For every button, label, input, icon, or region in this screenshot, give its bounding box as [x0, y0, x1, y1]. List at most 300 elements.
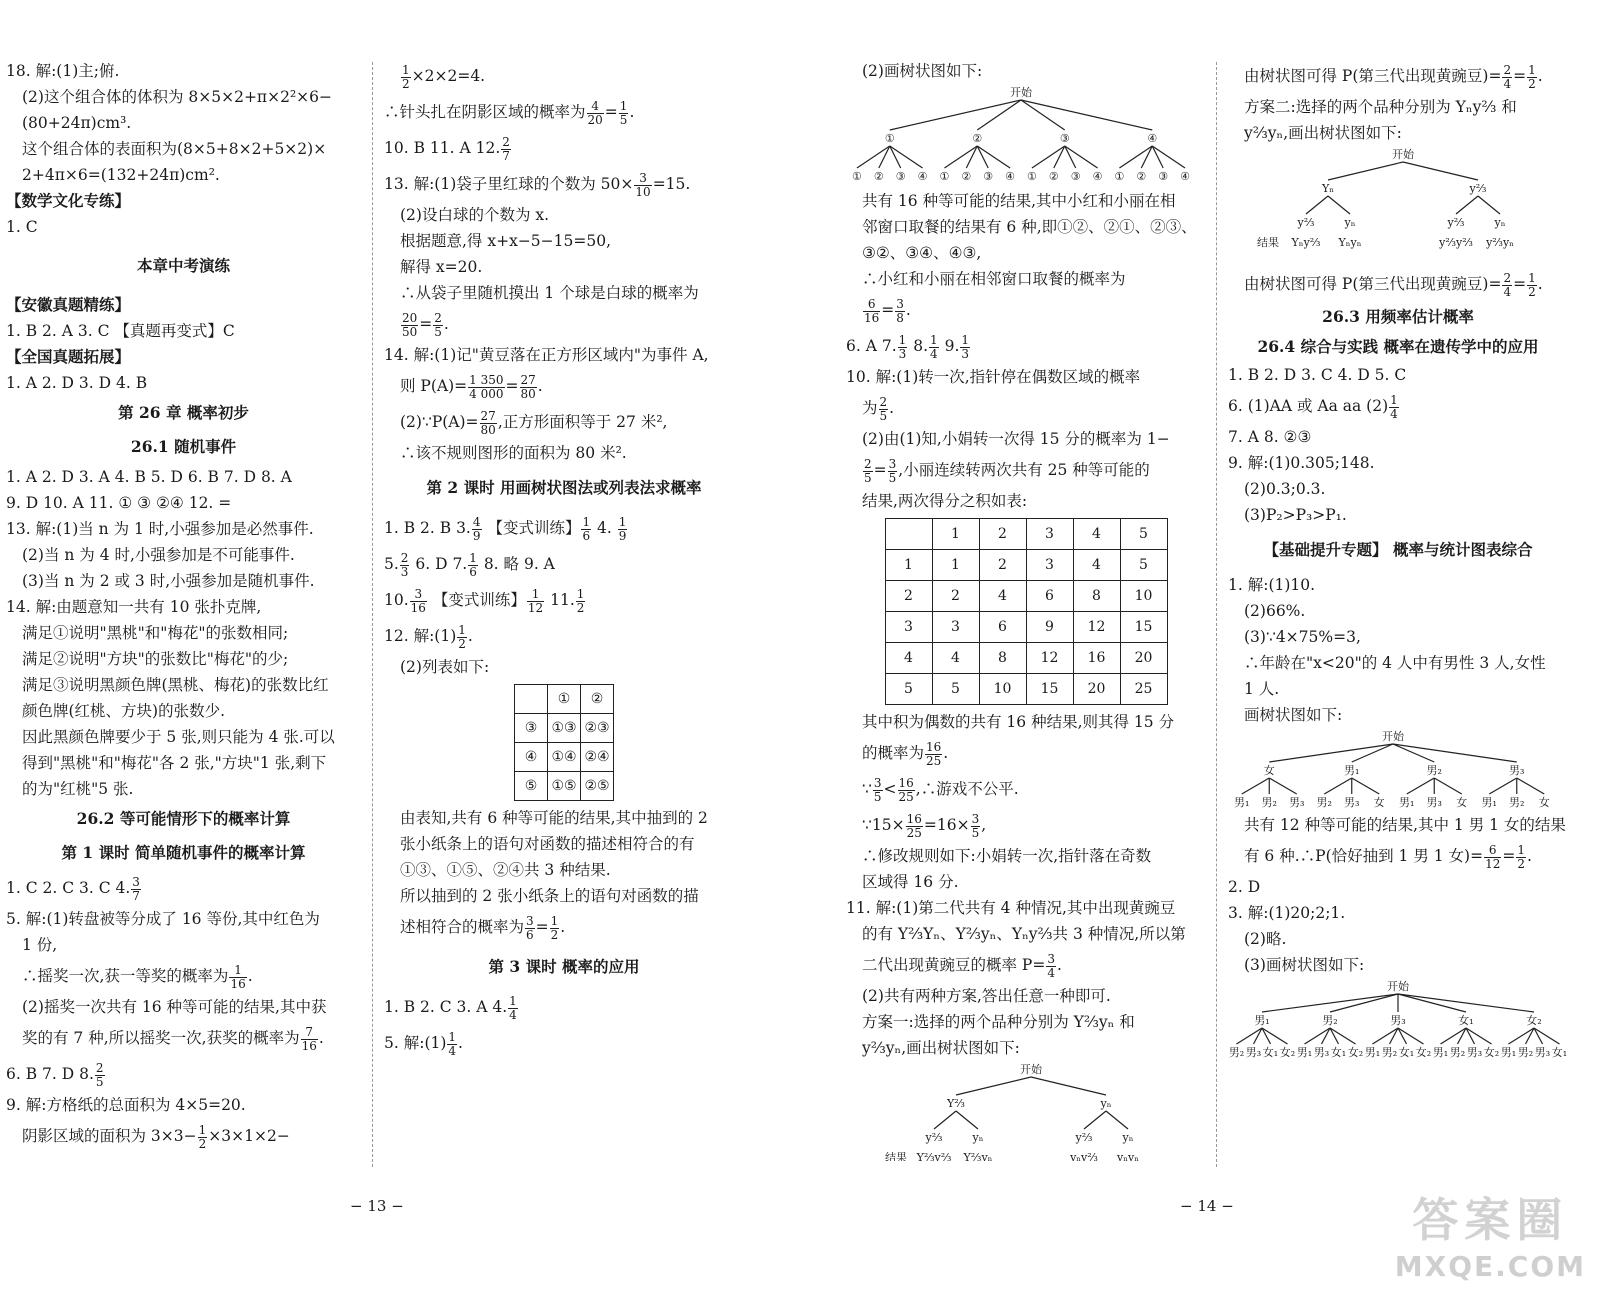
tree-leaf: 男₃ [1245, 1046, 1262, 1059]
fraction: $\frac{3}{4}$ [1047, 951, 1055, 980]
text-line: (2)0.3;0.3. [1244, 480, 1326, 498]
text-line: 共有 12 种等可能的结果,其中 1 男 1 女的结果 [1244, 816, 1566, 834]
tree-branch [1456, 196, 1478, 214]
tree-node: 男₃ [1390, 1014, 1406, 1027]
tree-branch [1517, 778, 1545, 794]
tree-branch [1328, 196, 1350, 214]
tree-leaf: 男₂ [1449, 1046, 1466, 1059]
fraction: $\frac{16}{25}$ [906, 811, 922, 840]
table-cell: ①④ [548, 743, 581, 772]
fraction: $\frac{20}{50}$ [402, 310, 418, 339]
tree-diagram-windows [846, 84, 1196, 184]
text-line: (3)P₂>P₃>P₁. [1244, 506, 1347, 524]
text-line: (2)画树状图如下: [862, 62, 983, 80]
text-line: $\frac{6}{16}$ = $\frac{3}{8}$ . [864, 296, 911, 325]
tree-leaf: 男₃ [1426, 796, 1442, 808]
tree-leaf: 男₁ [1296, 1046, 1313, 1059]
text-line: 颜色牌(红桃、方块)的张数少. [22, 702, 226, 720]
text-line: 1. C 2. C 3. C 4. $\frac{3}{7}$ [6, 874, 140, 903]
text-line: 共有 16 种等可能的结果,其中小红和小丽在相 [862, 192, 1176, 210]
section-label: 【安徽真题精练】 [6, 295, 131, 314]
text-line: y⅔yₙ,画出树状图如下: [862, 1039, 1020, 1057]
fraction: $\frac{27}{80}$ [480, 408, 496, 437]
page-number: − 13 − [350, 1197, 404, 1215]
tree-node: Yₙ [1321, 182, 1335, 195]
tree-leaf: 女₁ [1262, 1046, 1279, 1059]
text-line: 述相符合的概率为 $\frac{3}{6}$ = $\frac{1}{2}$ . [400, 913, 566, 942]
text-line: 二代出现黄豌豆的概率 P= $\frac{3}{4}$ . [862, 951, 1062, 980]
tree-leaf: 男₁ [1234, 796, 1250, 808]
text-line: 1. A 2. D 3. A 4. B 5. D 6. B 7. D 8. A [6, 468, 292, 486]
p13-column-2 [384, 58, 744, 1061]
fraction: $\frac{2}{5}$ [864, 456, 872, 485]
table-cell: 20 [1120, 643, 1167, 674]
tree-leaf: yₙ [1494, 216, 1506, 229]
text-line: 方案二:选择的两个品种分别为 Yₙy⅔ 和 [1244, 98, 1517, 116]
tree-node: 女₁ [1458, 1014, 1474, 1027]
table-cell: 3 [885, 612, 932, 643]
tree-leaf: 男₂ [1316, 796, 1332, 808]
fraction: $\frac{1}{4}$ [448, 1029, 457, 1058]
tree-node: 男₂ [1322, 1014, 1338, 1027]
tree-leaf: 男₁ [1432, 1046, 1449, 1059]
fraction: $\frac{1}{2}$ [1528, 270, 1536, 299]
tree-leaf: 男₃ [1344, 796, 1360, 808]
text-line: 因此黑颜色牌要少于 5 张,则只能为 4 张.可以 [22, 728, 335, 746]
tree-leaf: 男₁ [1399, 796, 1415, 808]
section-label: 【数学文化专练】 [6, 191, 131, 210]
fraction: $\frac{1}{6}$ [469, 550, 477, 579]
fraction: $\frac{1}{2}$ [550, 913, 559, 942]
tree-branch [1021, 100, 1152, 130]
section-heading: 【基础提升专题】 概率与统计图表综合 [1263, 540, 1533, 559]
tree-leaf: ③ [1070, 170, 1081, 183]
table-cell: 12 [1026, 643, 1073, 674]
text-line: (2)这个组合体的体积为 8×5×2+π×2²×6− [22, 88, 333, 106]
text-line: (2)∵P(A)= $\frac{27}{80}$ ,正方形面积等于 27 米², [400, 408, 668, 437]
fraction: $\frac{3}{5}$ [971, 811, 980, 840]
page-14 [840, 0, 1600, 1297]
fraction: $\frac{1}{3}$ [961, 332, 970, 361]
tree-result: y⅔y⅔ [1439, 236, 1473, 249]
table-cell: ③ [515, 714, 548, 743]
text-line: 这个组合体的表面积为(8×5+8×2+5×2)× [22, 140, 327, 158]
watermark-url: MXQE.COM [1394, 1250, 1586, 1283]
table-cell: 15 [1120, 612, 1167, 643]
text-line: 12. 解:(1) $\frac{1}{2}$ . [384, 622, 473, 651]
table-cell: 1 [932, 550, 979, 581]
fraction: $\frac{1}{4}$ [930, 332, 938, 361]
text-line: 14. 解:(1)记"黄豆落在正方形区域内"为事件 A, [384, 346, 709, 364]
page-13 [0, 0, 790, 1297]
fraction: $\frac{4}{9}$ [472, 514, 481, 543]
tree-leaf: 男₂ [1381, 1046, 1398, 1059]
watermark-logo-text: 答案圈 [1412, 1193, 1569, 1247]
text-line: ∴修改规则如下:小娟转一次,指针落在奇数 [862, 847, 1152, 865]
tree-root: 开始 [1392, 148, 1414, 161]
tree-leaf: 女₁ [1551, 1046, 1568, 1059]
text-line: 10. B 11. A 12. $\frac{2}{7}$ [384, 134, 510, 163]
text-line: 1. B 2. B 3. $\frac{4}{9}$ 【变式训练】 $\frac{1}{6}$ 4. $\frac{1}{9}$ [384, 514, 627, 543]
fraction: $\frac{27}{80}$ [520, 372, 536, 401]
tree-leaf: y⅔ [1075, 1131, 1093, 1144]
text-line: 2+4π×6=(132+24π)cm². [22, 166, 220, 184]
tree-result-label: 结果 [885, 1151, 907, 1161]
fraction: $\frac{16}{25}$ [926, 739, 942, 768]
tree-leaf: yₙ [1344, 216, 1356, 229]
text-line: 11. 解:(1)第二代共有 4 种情况,其中出现黄豌豆 [846, 899, 1176, 917]
fraction: $\frac{1}{4}$ [1390, 392, 1398, 421]
tree-node: 女₂ [1526, 1014, 1542, 1027]
text-line: 由树状图可得 P(第三代出现黄豌豆)= $\frac{2}{4}$ = $\frac{1}{2}$ . [1244, 270, 1543, 299]
fraction: $\frac{3}{6}$ [526, 913, 534, 942]
text-line: 18. 解:(1)主;俯. [6, 62, 120, 80]
p14-column-4 [1228, 58, 1568, 1072]
tree-result: Yₙy⅔ [1291, 236, 1321, 249]
text-line: 2. D [1228, 878, 1261, 896]
tree-leaf: ① [852, 170, 862, 183]
tree-leaf: 男₃ [1313, 1046, 1330, 1059]
tree-node: ② [972, 132, 983, 145]
tree-node: ① [884, 132, 895, 145]
tree-branch [1398, 994, 1466, 1012]
tree-leaf: 女₂ [1415, 1046, 1432, 1059]
table-cell: 1 [885, 550, 932, 581]
table-cell: 3 [932, 612, 979, 643]
text-line: 5. $\frac{2}{3}$ 6. D 7. $\frac{1}{6}$ 8. 略 9. A [384, 550, 555, 579]
tree-leaf: 女 [1456, 796, 1468, 808]
tree-leaf: ③ [895, 170, 906, 183]
fraction: $\frac{6}{12}$ [1485, 842, 1501, 871]
table-row [515, 772, 614, 801]
tree-leaf: 女₂ [1483, 1046, 1500, 1059]
text-line: 1 人. [1244, 680, 1280, 698]
list-table-13 [514, 684, 614, 801]
fraction: $\frac{2}{7}$ [502, 134, 510, 163]
table-cell: 2 [979, 550, 1026, 581]
p14-column-3 [846, 58, 1206, 1165]
fraction: $\frac{6}{16}$ [864, 296, 880, 325]
fraction: $\frac{1}{9}$ [618, 514, 627, 543]
text-line: (2)66%. [1244, 602, 1306, 620]
table-cell [885, 519, 932, 550]
tree-leaf: ④ [1180, 170, 1190, 183]
text-line: 奖的有 7 种,所以摇奖一次,获奖的概率为 $\frac{7}{16}$ . [22, 1024, 324, 1053]
text-line: 13. 解:(1)当 n 为 1 时,小强参加是必然事件. [6, 520, 314, 538]
text-line: 5. 解:(1) $\frac{1}{4}$ . [384, 1029, 463, 1058]
tree-leaf: y⅔ [1297, 216, 1315, 229]
tree-branch [1106, 1111, 1128, 1129]
text-line: 由树状图可得 P(第三代出现黄豌豆)= $\frac{2}{4}$ = $\frac{1}{2}$ . [1244, 62, 1543, 91]
watermark [1395, 1184, 1586, 1283]
text-line: y⅔yₙ,画出树状图如下: [1244, 124, 1402, 142]
tree-node: 女 [1263, 764, 1275, 777]
tree-leaf: 男₂ [1509, 796, 1525, 808]
tree-node: Y⅔ [947, 1097, 965, 1110]
table-cell: ④ [515, 743, 548, 772]
table-cell: 4 [1073, 519, 1120, 550]
p13-column-1 [6, 58, 361, 1154]
tree-leaf: 男₁ [1481, 796, 1497, 808]
text-line: ∴年龄在"x<20"的 4 人中有男性 3 人,女性 [1244, 654, 1546, 672]
tree-result: Y⅔y⅔ [916, 1151, 952, 1161]
tree-leaf: ① [939, 170, 950, 183]
table-cell: 3 [1026, 519, 1073, 550]
text-line: (2)摇奖一次共有 16 种等可能的结果,其中获 [22, 998, 327, 1016]
lesson-heading: 第 3 课时 概率的应用 [488, 957, 640, 976]
fraction: $\frac{3}{7}$ [132, 874, 140, 903]
fraction: $\frac{1}{16}$ [230, 962, 246, 991]
text-line: 1. C [6, 218, 38, 236]
tree-branch [1262, 994, 1398, 1012]
tree-branch [1403, 162, 1478, 180]
table-cell: 4 [979, 581, 1026, 612]
table-row [885, 581, 1167, 612]
fraction: $\frac{3}{8}$ [896, 296, 904, 325]
text-line: 10. 解:(1)转一次,指针停在偶数区域的概率 [846, 368, 1141, 386]
tree-leaf: ① [1114, 170, 1125, 183]
tree-branch [1242, 778, 1270, 794]
fraction: $\frac{1}{2}$ [198, 1122, 207, 1151]
text-line: (2)列表如下: [400, 658, 490, 676]
tree-node: 男₁ [1254, 1014, 1270, 1027]
tree-leaf: 男₃ [1534, 1046, 1551, 1059]
table-row [885, 674, 1167, 705]
text-line: 得到"黑桃"和"梅花"各 2 张,"方块"1 张,剩下 [22, 754, 327, 772]
tree-result: yₙy⅔ [1070, 1151, 1098, 1161]
text-line: 为 $\frac{2}{5}$ . [862, 394, 895, 423]
tree-leaf: 男₃ [1289, 796, 1305, 808]
table-cell: ⑤ [515, 772, 548, 801]
fraction: $\frac{1}{2}$ [402, 62, 410, 91]
tree-leaf: y⅔ [925, 1131, 943, 1144]
tree-leaf: yₙ [972, 1131, 984, 1144]
table-cell: ②③ [581, 714, 614, 743]
table-row [515, 685, 614, 714]
text-line: 1. A 2. D 3. D 4. B [6, 374, 148, 392]
tree-leaf: ③ [983, 170, 994, 183]
text-line: $\frac{1}{2}$ ×2×2=4. [402, 62, 486, 91]
table-cell: ②⑤ [581, 772, 614, 801]
text-line: 的概率为 $\frac{16}{25}$ . [862, 739, 949, 768]
table-cell: 3 [1026, 550, 1073, 581]
tree-leaf: 男₁ [1364, 1046, 1381, 1059]
table-cell: 2 [885, 581, 932, 612]
fraction: $\frac{2}{5}$ [95, 1060, 104, 1089]
text-line: 则 P(A)= $\frac{1 350}{4 000}$ = $\frac{27}{80}$ . [400, 372, 543, 401]
tree-leaf: y⅔ [1447, 216, 1465, 229]
tree-node: 男₃ [1509, 764, 1525, 777]
fraction: $\frac{2}{5}$ [434, 310, 442, 339]
table-cell: ①⑤ [548, 772, 581, 801]
text-line: 9. 解:方格纸的总面积为 4×5=20. [6, 1096, 246, 1114]
tree-leaf: 男₂ [1517, 1046, 1534, 1059]
table-cell: 2 [979, 519, 1026, 550]
tree-branch [956, 1077, 1031, 1095]
tree-branch [1306, 196, 1328, 214]
section-heading: 26.2 等可能情形下的概率计算 [76, 809, 291, 828]
fraction: $\frac{1}{5}$ [619, 98, 628, 127]
tree-leaf: ④ [1092, 170, 1103, 183]
text-line: 画树状图如下: [1244, 706, 1343, 724]
tree-branch [1398, 994, 1534, 1012]
fraction: $\frac{1}{3}$ [898, 332, 907, 361]
tree-branch [1269, 744, 1393, 762]
tree-root: 开始 [1387, 980, 1409, 993]
tree-leaf: 女₁ [1330, 1046, 1347, 1059]
text-line: 的有 Y⅔Yₙ、Y⅔yₙ、Yₙy⅔共 3 种情况,所以第 [862, 925, 1186, 943]
text-line: 5. 解:(1)转盘被等分成了 16 等份,其中红色为 [6, 910, 320, 928]
text-line: 6. (1)AA 或 Aa aa (2) $\frac{1}{4}$ [1228, 392, 1398, 421]
tree-diagram-plan-1 [846, 1061, 1196, 1161]
text-line: (2)设白球的个数为 x. [400, 206, 550, 224]
fraction: $\frac{3}{10}$ [635, 170, 651, 199]
tree-diagram-plan-2 [1228, 146, 1558, 262]
tree-leaf: ② [1048, 170, 1059, 183]
tree-leaf: ③ [1158, 170, 1169, 183]
text-line: 1 份, [22, 936, 58, 954]
text-line: 其中积为偶数的共有 16 种结果,则其得 15 分 [862, 713, 1175, 731]
tree-branch [1393, 744, 1517, 762]
text-line: 结果,两次得分之积如表: [862, 492, 1028, 510]
section-heading: 26.3 用频率估计概率 [1322, 307, 1474, 326]
table-cell: 1 [932, 519, 979, 550]
fraction: $\frac{1}{2}$ [1528, 62, 1536, 91]
text-line: (2)当 n 为 4 时,小强参加是不可能事件. [22, 546, 295, 564]
text-line: 9. 解:(1)0.305;148. [1228, 454, 1375, 472]
table-cell: 10 [979, 674, 1026, 705]
tree-branch [934, 1111, 956, 1129]
fraction: $\frac{16}{25}$ [898, 775, 914, 804]
fraction: $\frac{4}{20}$ [587, 98, 603, 127]
text-line: $\frac{2}{5}$ = $\frac{3}{5}$ ,小丽连续转两次共有 25 种等可能的 [864, 456, 1150, 485]
fraction: $\frac{1}{2}$ [458, 622, 466, 651]
fraction: $\frac{1}{2}$ [576, 586, 585, 615]
fraction: $\frac{2}{4}$ [1503, 62, 1512, 91]
section-label: 【全国真题拓展】 [6, 347, 131, 366]
tree-branch [1328, 162, 1403, 180]
text-line: ①③、①⑤、②④共 3 种结果. [400, 861, 611, 879]
tree-branch [1478, 196, 1500, 214]
tree-branch [890, 100, 1021, 130]
text-line: 14. 解:由题意知一共有 10 张扑克牌, [6, 598, 262, 616]
text-line: 满足①说明"黑桃"和"梅花"的张数相同; [22, 624, 289, 642]
tree-result-label: 结果 [1257, 236, 1279, 249]
tree-node: yₙ [1100, 1097, 1112, 1110]
table-cell: 9 [1026, 612, 1073, 643]
tree-branch [1031, 1077, 1106, 1095]
text-line: 邻窗口取餐的结果有 6 种,即①②、②①、②③、 [862, 218, 1197, 236]
text-line: 根据题意,得 x+x−5−15=50, [400, 232, 612, 250]
table-cell: 15 [1026, 674, 1073, 705]
text-line: 6. B 7. D 8. $\frac{2}{5}$ [6, 1060, 104, 1089]
tree-leaf: ② [961, 170, 972, 183]
tree-result: Yₙyₙ [1338, 236, 1362, 249]
text-line: ∴针头扎在阴影区域的概率为 $\frac{4}{20}$ = $\frac{1}{5}$ . [384, 98, 635, 127]
text-line: (2)略. [1244, 930, 1287, 948]
section-heading: 本章中考演练 [136, 256, 230, 275]
text-line: 区域得 16 分. [862, 873, 959, 891]
table-cell: 12 [1073, 612, 1120, 643]
tree-node: y⅔ [1469, 182, 1487, 195]
text-line: 3. 解:(1)20;2;1. [1228, 904, 1346, 922]
text-line: 有 6 种.∴P(恰好抽到 1 男 1 女)= $\frac{6}{12}$ = $\frac{1}{2}$ . [1244, 842, 1532, 871]
text-line: 满足②说明"方块"的张数比"梅花"的少; [22, 650, 289, 668]
tree-leaf: ② [873, 170, 884, 183]
table-cell: 4 [932, 643, 979, 674]
table-cell: ② [581, 685, 614, 714]
text-line: (2)共有两种方案,答出任意一种即可. [862, 987, 1111, 1005]
column-divider [1216, 62, 1217, 1167]
fraction: $\frac{2}{3}$ [400, 550, 409, 579]
tree-result: Y⅔yₙ [963, 1151, 993, 1161]
table-cell: 20 [1073, 674, 1120, 705]
tree-node: ③ [1059, 132, 1070, 145]
text-line: 1. B 2. C 3. A 4. $\frac{1}{4}$ [384, 993, 517, 1022]
table-row [515, 714, 614, 743]
text-line: ∵ $\frac{3}{5}$ < $\frac{16}{25}$ ,∴游戏不公平. [862, 775, 1019, 804]
text-line: ∴该不规则图形的面积为 80 米². [400, 444, 627, 462]
text-line: 6. A 7. $\frac{1}{3}$ 8. $\frac{1}{4}$ 9. $\frac{1}{3}$ [846, 332, 970, 361]
text-line: (3)∵4×75%=3, [1244, 628, 1361, 646]
tree-root: 开始 [1020, 1063, 1042, 1076]
table-cell: ②④ [581, 743, 614, 772]
fraction: $\frac{1}{6}$ [582, 514, 591, 543]
table-row [885, 519, 1167, 550]
tree-leaf: 女₁ [1398, 1046, 1415, 1059]
text-line: 解得 x=20. [400, 258, 483, 276]
tree-branch [1269, 778, 1297, 794]
tree-branch [1489, 778, 1517, 794]
tree-leaf: ① [1027, 170, 1037, 183]
tree-branch [1434, 778, 1462, 794]
text-line: ∵15× $\frac{16}{25}$ =16× $\frac{3}{5}$ , [862, 811, 987, 840]
table-cell: 8 [1073, 581, 1120, 612]
table-cell: 10 [1120, 581, 1167, 612]
page-number: − 14 − [1180, 1197, 1234, 1215]
text-line: 所以抽到的 2 张小纸条上的语句对函数的描 [400, 887, 699, 905]
tree-root: 开始 [1382, 730, 1404, 743]
tree-leaf: yₙ [1122, 1131, 1134, 1144]
fraction: $\frac{3}{16}$ [410, 586, 426, 615]
table-cell: 6 [1026, 581, 1073, 612]
text-line: 7. A 8. ②③ [1228, 428, 1312, 446]
text-line: ③②、③④、④③, [862, 244, 982, 262]
text-line: 张小纸条上的语句对函数的描述相符合的有 [400, 835, 695, 853]
table-cell: 8 [979, 643, 1026, 674]
text-line: 方案一:选择的两个品种分别为 Y⅔yₙ 和 [862, 1013, 1135, 1031]
tree-leaf: 女 [1538, 796, 1550, 808]
section-heading: 26.4 综合与实践 概率在遗传学中的应用 [1257, 337, 1539, 356]
tree-diagram-gender-4 [1228, 728, 1558, 808]
tree-branch [1084, 1111, 1106, 1129]
text-line: $\frac{20}{50}$ = $\frac{2}{5}$ . [402, 310, 449, 339]
table-row [515, 743, 614, 772]
text-line: ∴从袋子里随机摸出 1 个球是白球的概率为 [400, 284, 699, 302]
tree-leaf: ④ [917, 170, 928, 183]
text-line: (2)由(1)知,小娟转一次得 15 分的概率为 1− [862, 430, 1170, 448]
tree-node: ④ [1147, 132, 1158, 145]
tree-leaf: 女₂ [1279, 1046, 1296, 1059]
tree-node: 男₁ [1344, 764, 1360, 777]
tree-branch [956, 1111, 978, 1129]
tree-root: 开始 [1010, 86, 1032, 99]
table-cell: 4 [1073, 550, 1120, 581]
fraction: $\frac{1}{4}$ [509, 993, 517, 1022]
fraction: $\frac{1 350}{4 000}$ [469, 372, 504, 401]
text-line: 阴影区域的面积为 3×3− $\frac{1}{2}$ ×3×1×2− [22, 1122, 290, 1151]
table-cell [515, 685, 548, 714]
